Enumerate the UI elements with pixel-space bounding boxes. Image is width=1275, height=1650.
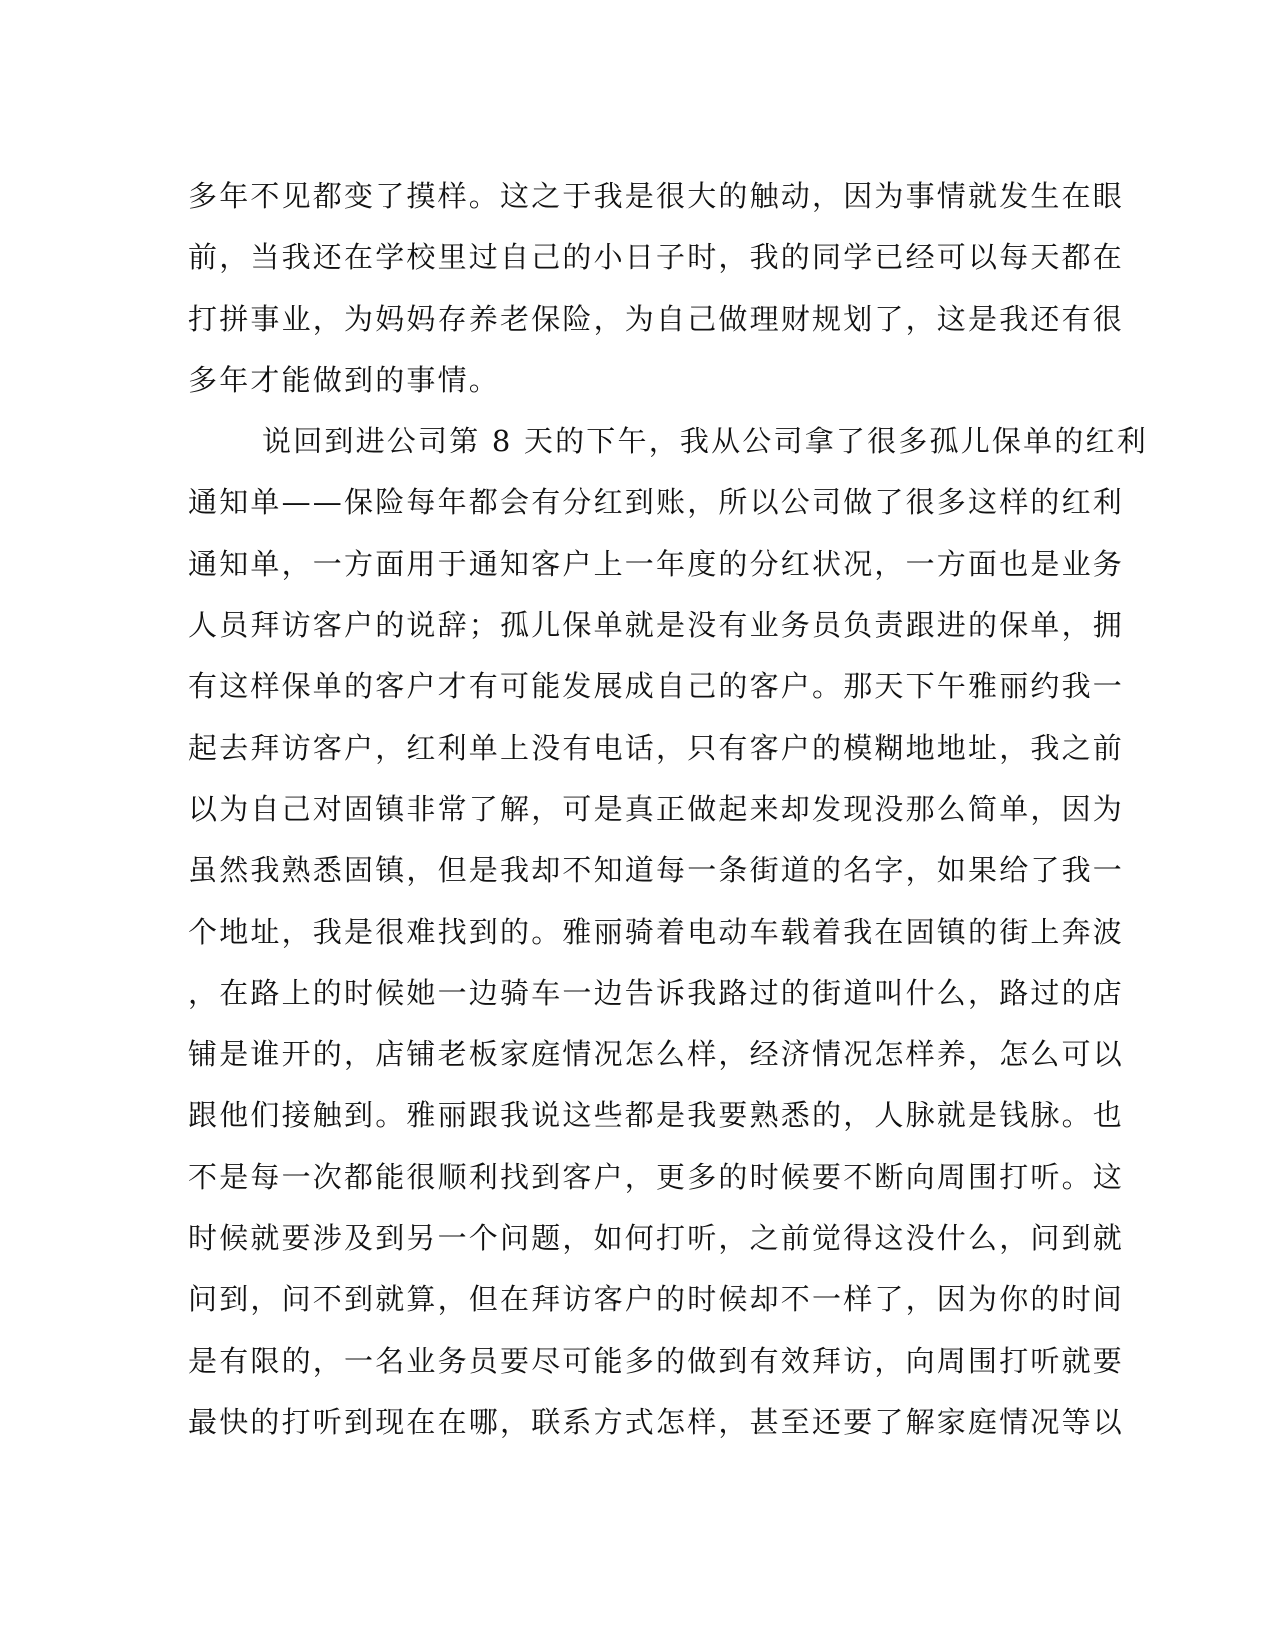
text-line: 是有限的，一名业务员要尽可能多的做到有效拜访，向周围打听就要 [188,1343,1125,1378]
text-line: 多年才能做到的事情。 [188,362,501,397]
text-line: 人员拜访客户的说辞；孤儿保单就是没有业务员负责跟进的保单，拥 [188,608,1125,643]
text-line: 时候就要涉及到另一个问题，如何打听，之前觉得这没什么，问到就 [188,1221,1125,1256]
text-line: 打拼事业，为妈妈存养老保险，为自己做理财规划了，这是我还有很 [188,301,1125,336]
text-line: 有这样保单的客户才有可能发展成自己的客户。那天下午雅丽约我一 [188,669,1125,704]
text-line: 通知单，一方面用于通知客户上一年度的分红状况，一方面也是业务 [188,546,1125,581]
text-line: 问到，问不到就算，但在拜访客户的时候却不一样了，因为你的时间 [188,1282,1125,1317]
text-line: 个地址，我是很难找到的。雅丽骑着电动车载着我在固镇的街上奔波 [188,914,1125,949]
text-line: 虽然我熟悉固镇，但是我却不知道每一条街道的名字，如果给了我一 [188,853,1125,888]
text-line: 最快的打听到现在在哪，联系方式怎样，甚至还要了解家庭情况等以 [188,1404,1125,1439]
text-line: ，在路上的时候她一边骑车一边告诉我路过的街道叫什么，路过的店 [188,975,1125,1010]
text-line: 以为自己对固镇非常了解，可是真正做起来却发现没那么简单，因为 [188,791,1125,826]
text-line: 多年不见都变了摸样。这之于我是很大的触动，因为事情就发生在眼 [188,179,1125,213]
text-line: 铺是谁开的，店铺老板家庭情况怎么样，经济情况怎样养，怎么可以 [188,1037,1125,1072]
paragraph-first-line: 说回到进公司第 8 天的下午，我从公司拿了很多孤儿保单的红利 [262,424,1148,459]
text-line: 通知单——保险每年都会有分红到账，所以公司做了很多这样的红利 [188,485,1125,520]
text-line: 不是每一次都能很顺利找到客户，更多的时候要不断向周围打听。这 [188,1159,1125,1194]
text-line: 起去拜访客户，红利单上没有电话，只有客户的模糊地地址，我之前 [188,730,1125,765]
body-text [188,166,1148,1453]
text-line: 前，当我还在学校里过自己的小日子时，我的同学已经可以每天都在 [188,240,1125,275]
text-line: 跟他们接触到。雅丽跟我说这些都是我要熟悉的，人脉就是钱脉。也 [188,1098,1125,1133]
